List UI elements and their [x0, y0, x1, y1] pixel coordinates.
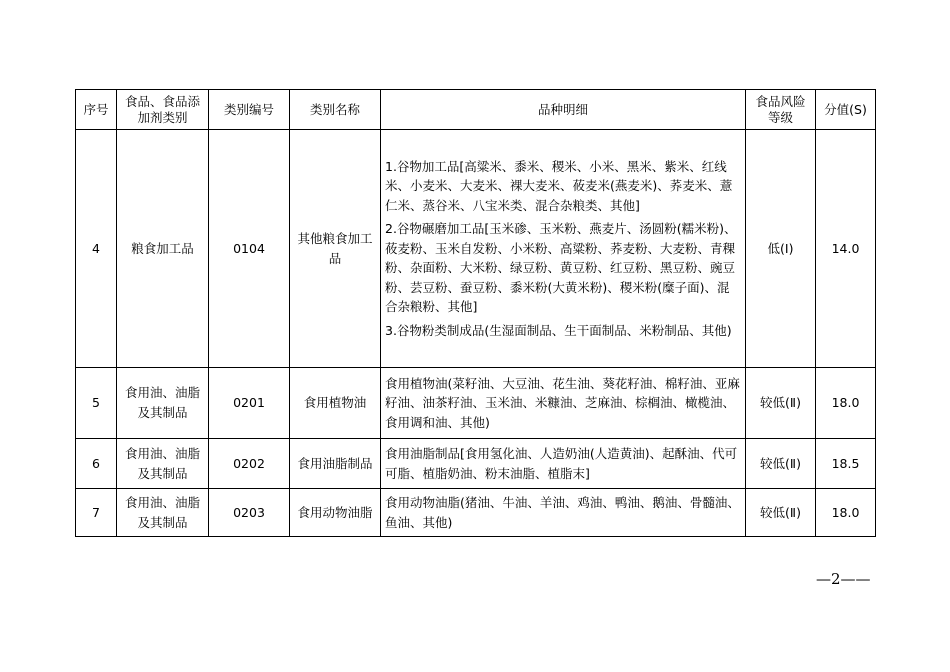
- row-category: 食用油、油脂及其制品: [117, 489, 209, 537]
- row-name: 其他粮食加工品: [290, 130, 381, 368]
- row-name: 食用油脂制品: [290, 439, 381, 489]
- row-score: 18.5: [816, 439, 876, 489]
- table-row: [76, 368, 876, 439]
- row-category: 食用油、油脂及其制品: [117, 439, 209, 489]
- row-risk: 低(Ⅰ): [746, 130, 816, 368]
- header-detail: 品种明细: [381, 90, 746, 130]
- detail-paragraph: 2.谷物碾磨加工品[玉米碜、玉米粉、燕麦片、汤圆粉(糯米粉)、莜麦粉、玉米自发粉、小米粉、高粱粉、荞麦粉、大麦粉、青稞粉、杂面粉、大米粉、绿豆粉、黄豆粉、红豆粉、黑豆粉、豌豆粉、芸豆粉、蚕豆粉、黍米粉(大黄米粉)、稷米粉(糜子面)、混合杂粮粉、其他]: [385, 221, 737, 315]
- row-seq: 5: [76, 368, 117, 439]
- header-category: 食品、食品添加剂类别: [117, 90, 209, 130]
- row-seq: 7: [76, 489, 117, 537]
- table-row: [76, 439, 876, 489]
- table-header-row: [76, 90, 876, 130]
- detail-paragraph: 1.谷物加工品[高粱米、黍米、稷米、小米、黑米、紫米、红线米、小麦米、大麦米、裸大麦米、莜麦米(燕麦米)、荞麦米、薏仁米、蒸谷米、八宝米类、混合杂粮类、其他]: [385, 158, 733, 213]
- row-score: 18.0: [816, 368, 876, 439]
- row-detail: [381, 368, 746, 439]
- row-score: 14.0: [816, 130, 876, 368]
- header-score: 分值(S): [816, 90, 876, 130]
- table-row: [76, 130, 876, 368]
- row-detail: [381, 130, 746, 368]
- row-detail: [381, 439, 746, 489]
- row-seq: 6: [76, 439, 117, 489]
- row-category: 粮食加工品: [117, 130, 209, 368]
- row-risk: 较低(Ⅱ): [746, 489, 816, 537]
- header-code: 类别编号: [209, 90, 290, 130]
- detail-paragraph: 食用油脂制品[食用氢化油、人造奶油(人造黄油)、起酥油、代可可脂、植脂奶油、粉末油脂、植脂末]: [385, 446, 738, 481]
- row-risk: 较低(Ⅱ): [746, 439, 816, 489]
- detail-paragraph: 食用动物油脂(猪油、牛油、羊油、鸡油、鸭油、鹅油、骨髓油、鱼油、其他): [385, 495, 740, 530]
- row-name: 食用动物油脂: [290, 489, 381, 537]
- row-risk: 较低(Ⅱ): [746, 368, 816, 439]
- row-code: 0201: [209, 368, 290, 439]
- row-code: 0104: [209, 130, 290, 368]
- row-score: 18.0: [816, 489, 876, 537]
- food-category-table: [75, 89, 876, 537]
- detail-paragraph: 食用植物油(菜籽油、大豆油、花生油、葵花籽油、棉籽油、亚麻籽油、油茶籽油、玉米油、米糠油、芝麻油、棕榈油、橄榄油、食用调和油、其他): [385, 375, 740, 430]
- detail-paragraph: 3.谷物粉类制成品(生湿面制品、生干面制品、米粉制品、其他): [385, 322, 732, 338]
- header-risk: 食品风险等级: [746, 90, 816, 130]
- row-detail: [381, 489, 746, 537]
- page-number: —2——: [816, 570, 871, 588]
- row-category: 食用油、油脂及其制品: [117, 368, 209, 439]
- row-code: 0203: [209, 489, 290, 537]
- header-name: 类别名称: [290, 90, 381, 130]
- header-seq: 序号: [76, 90, 117, 130]
- row-seq: 4: [76, 130, 117, 368]
- table-row: [76, 489, 876, 537]
- row-name: 食用植物油: [290, 368, 381, 439]
- row-code: 0202: [209, 439, 290, 489]
